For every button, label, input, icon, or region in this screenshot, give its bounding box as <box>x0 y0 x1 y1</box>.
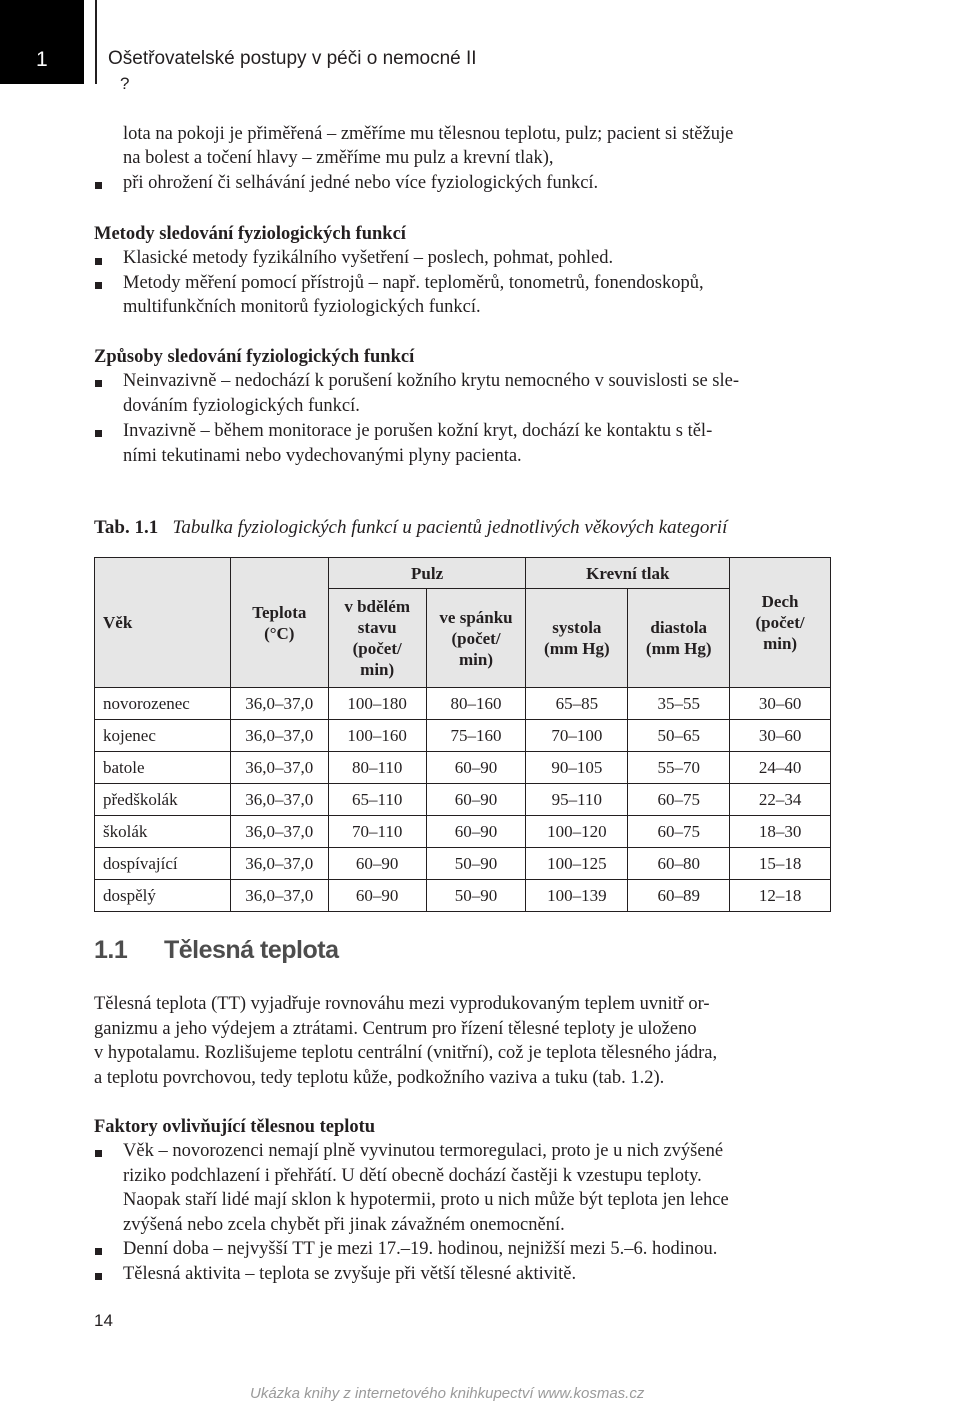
table-label: Tab. 1.1 <box>94 517 159 538</box>
bullet-icon <box>95 1273 102 1280</box>
methods-item: Metody měření pomocí přístrojů – např. teploměrů, tonometrů, fonendoskopů, <box>123 273 704 293</box>
running-title-question-mark: ? <box>120 74 130 93</box>
methods-item-continuation: multifunkčních monitorů fyziologických funkcí. <box>123 297 481 317</box>
header-divider <box>95 0 97 84</box>
bullet-icon <box>95 380 102 387</box>
table-row: kojenec 36,0–37,0 100–160 75–160 70–100 50–65 30–60 <box>95 720 831 752</box>
factors-heading: Faktory ovlivňující tělesnou teplotu <box>94 1117 376 1137</box>
header-breath: Dech (počet/ min) <box>730 558 831 688</box>
ways-item-continuation: ními tekutinami nebo vydechovanými plyny pacienta. <box>123 446 522 466</box>
vitals-table <box>94 557 831 912</box>
ways-heading: Způsoby sledování fyziologických funkcí <box>94 347 415 367</box>
section-title: Tělesná teplota <box>164 936 339 964</box>
ways-item-continuation: dováním fyziologických funkcí. <box>123 396 360 416</box>
table-caption-text: Tabulka fyziologických funkcí u pacientů jednotlivých věkových kategorií <box>172 517 728 538</box>
chapter-number: 1 <box>36 48 48 71</box>
methods-heading: Metody sledování fyziologických funkcí <box>94 224 406 244</box>
factors-item: Věk – novorozenci nemají plně vyvinutou termoregulaci, proto je u nich zvýšené <box>123 1141 724 1161</box>
intro-bullet-item: při ohrožení či selhávání jedné nebo více fyziologických funkcí. <box>123 173 599 193</box>
section-heading <box>94 936 339 965</box>
section-paragraph-line: a teplotu povrchovou, tedy teplotu kůže, podkožního vaziva a tuku (tab. 1.2). <box>94 1068 665 1088</box>
header-age: Věk <box>95 558 231 688</box>
table-row: dospělý 36,0–37,0 60–90 50–90 100–139 60–89 12–18 <box>95 880 831 912</box>
chapter-number-box <box>0 0 84 84</box>
table-row: předškolák 36,0–37,0 65–110 60–90 95–110 60–75 22–34 <box>95 784 831 816</box>
table-row: batole 36,0–37,0 80–110 60–90 90–105 55–70 24–40 <box>95 752 831 784</box>
intro-line: na bolest a točení hlavy – změříme mu pulz a krevní tlak), <box>123 148 554 168</box>
factors-item: Tělesná aktivita – teplota se zvyšuje při větší tělesné aktivitě. <box>123 1264 577 1284</box>
factors-item-continuation: riziko podchlazení i přehřátí. U dětí obecně dochází častěji k vzestupu teploty. <box>123 1166 702 1186</box>
factors-item-continuation: zvýšená nebo zcela chybět při jinak závažném onemocnění. <box>123 1215 565 1235</box>
section-paragraph-line: v hypotalamu. Rozlišujeme teplotu centrální (vnitřní), což je teplota tělesného jádra, <box>94 1043 718 1063</box>
table-row: školák 36,0–37,0 70–110 60–90 100–120 60–75 18–30 <box>95 816 831 848</box>
bullet-icon <box>95 258 102 265</box>
intro-line: lota na pokoji je přiměřená – změříme mu tělesnou teplotu, pulz; pacient si stěžuje <box>123 124 734 144</box>
header-temperature: Teplota (°C) <box>230 558 328 688</box>
factors-item-continuation: Naopak staří lidé mají sklon k hypotermii, proto u nich může být teplota jen lehce <box>123 1190 729 1210</box>
factors-item: Denní doba – nejvyšší TT je mezi 17.–19. hodinou, nejnižší mezi 5.–6. hodinou. <box>123 1239 718 1259</box>
table-caption <box>94 517 727 539</box>
bullet-icon <box>95 182 102 189</box>
header-pulse-awake: v bdělém stavu (počet/ min) <box>328 589 426 688</box>
header-pulse: Pulz <box>328 558 526 589</box>
section-paragraph-line: ganizmu a jeho výdejem a ztrátami. Centrum pro řízení tělesné teploty je uloženo <box>94 1019 697 1039</box>
header-systolic: systola (mm Hg) <box>526 589 628 688</box>
running-title: Ošetřovatelské postupy v péči o nemocné II <box>108 48 477 69</box>
section-paragraph-line: Tělesná teplota (TT) vyjadřuje rovnováhu mezi vyprodukovaným teplem uvnitř or- <box>94 994 710 1014</box>
bullet-icon <box>95 430 102 437</box>
section-number: 1.1 <box>94 936 128 964</box>
page-number: 14 <box>94 1311 113 1330</box>
methods-item: Klasické metody fyzikálního vyšetření – poslech, pohmat, pohled. <box>123 248 614 268</box>
header-diastolic: diastola (mm Hg) <box>628 589 730 688</box>
bullet-icon <box>95 282 102 289</box>
bullet-icon <box>95 1248 102 1255</box>
header-blood-pressure: Krevní tlak <box>526 558 730 589</box>
ways-item: Invazivně – během monitorace je porušen kožní kryt, dochází ke kontaktu s těl- <box>123 421 713 441</box>
table-row: novorozenec 36,0–37,0 100–180 80–160 65–85 35–55 30–60 <box>95 688 831 720</box>
footer-note: Ukázka knihy z internetového knihkupectví www.kosmas.cz <box>250 1385 645 1402</box>
ways-item: Neinvazivně – nedochází k porušení kožního krytu nemocného v souvislosti se sle- <box>123 371 740 391</box>
bullet-icon <box>95 1150 102 1157</box>
header-pulse-sleep: ve spánku (počet/ min) <box>426 589 526 688</box>
table-row: dospívající 36,0–37,0 60–90 50–90 100–125 60–80 15–18 <box>95 848 831 880</box>
